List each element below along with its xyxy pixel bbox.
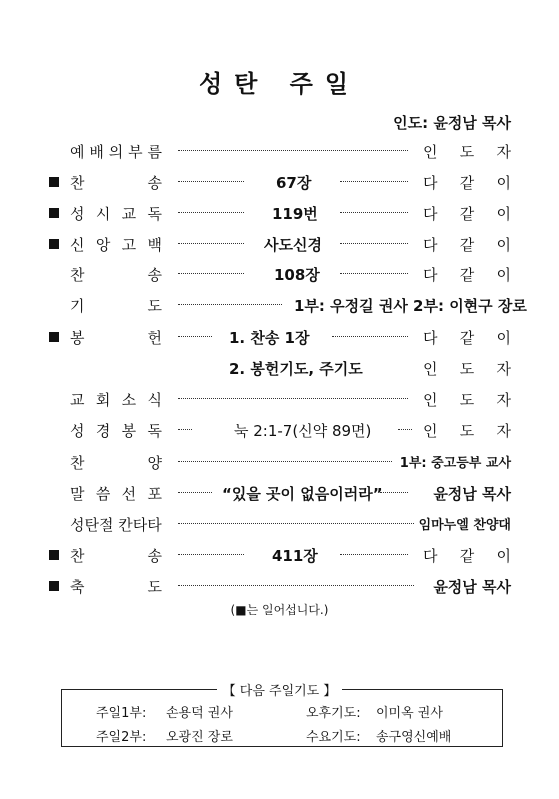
item-label: 신 앙 고 백 bbox=[70, 236, 162, 254]
item-response: 다 같 이 bbox=[423, 236, 511, 254]
item-response: 다 같 이 bbox=[423, 547, 511, 565]
leader-dots bbox=[340, 181, 408, 182]
prayer-role: 오후기도: bbox=[306, 706, 361, 721]
item-label: 성탄절 칸타타 bbox=[70, 516, 162, 534]
item-detail: 411장 bbox=[272, 547, 318, 565]
item-label: 기 도 bbox=[70, 297, 162, 315]
item-detail: 사도신경 bbox=[264, 236, 322, 254]
item-response: 윤정남 목사 bbox=[433, 485, 511, 503]
service-item bbox=[0, 295, 559, 325]
leader-dots bbox=[178, 523, 414, 524]
item-response: 다 같 이 bbox=[423, 329, 511, 347]
prayer-role: 주일2부: bbox=[96, 730, 147, 745]
prayer-name: 송구영신예배 bbox=[376, 730, 452, 745]
item-detail: 2. 봉헌기도, 주기도 bbox=[229, 360, 363, 378]
item-response: 1부: 중고등부 교사 bbox=[399, 456, 511, 471]
leader-dots bbox=[178, 492, 212, 493]
item-response: 윤정남 목사 bbox=[433, 578, 511, 596]
leader-dots bbox=[178, 336, 212, 337]
item-response: 인 도 자 bbox=[423, 422, 511, 440]
service-item bbox=[0, 172, 559, 202]
item-detail: “있을 곳이 없음이러라” bbox=[222, 485, 383, 503]
item-response: 임마누엘 찬양대 bbox=[418, 518, 511, 533]
service-item bbox=[0, 141, 559, 171]
standing-mark-icon bbox=[49, 550, 59, 560]
item-response: 인 도 자 bbox=[423, 360, 511, 378]
item-label: 찬 송 bbox=[70, 174, 162, 192]
item-response: 인 도 자 bbox=[423, 143, 511, 161]
leader-dots bbox=[340, 243, 408, 244]
service-item bbox=[0, 358, 559, 388]
prayer-name: 이미옥 권사 bbox=[376, 706, 443, 721]
leader-dots bbox=[178, 243, 244, 244]
service-item bbox=[0, 389, 559, 419]
service-item bbox=[0, 420, 559, 450]
service-item bbox=[0, 203, 559, 233]
standing-mark-icon bbox=[49, 581, 59, 591]
service-item bbox=[0, 327, 559, 357]
leader-dots bbox=[380, 492, 408, 493]
standing-mark-icon bbox=[49, 177, 59, 187]
item-label: 봉 헌 bbox=[70, 329, 162, 347]
leader-dots bbox=[398, 429, 412, 430]
item-label: 찬 송 bbox=[70, 547, 162, 565]
leader-dots bbox=[178, 398, 408, 399]
leader-dots bbox=[340, 554, 408, 555]
leader-dots bbox=[178, 585, 414, 586]
service-item bbox=[0, 514, 559, 544]
leader-dots bbox=[178, 150, 408, 151]
leader-dots bbox=[178, 429, 192, 430]
item-response: 다 같 이 bbox=[423, 266, 511, 284]
leader-dots bbox=[178, 554, 244, 555]
leader-dots bbox=[178, 181, 244, 182]
service-item bbox=[0, 234, 559, 264]
item-label: 성 경 봉 독 bbox=[70, 422, 162, 440]
leader-dots bbox=[332, 336, 408, 337]
service-leader: 인도: 윤정남 목사 bbox=[393, 114, 511, 132]
leader-dots bbox=[178, 273, 244, 274]
item-label: 말 씀 선 포 bbox=[70, 485, 162, 503]
item-response: 다 같 이 bbox=[423, 174, 511, 192]
standing-mark-icon bbox=[49, 332, 59, 342]
next-prayer-title: 【 다음 주일기도 】 bbox=[217, 684, 343, 699]
item-detail: 108장 bbox=[274, 266, 320, 284]
item-response: 인 도 자 bbox=[423, 391, 511, 409]
prayer-role: 주일1부: bbox=[96, 706, 147, 721]
service-item bbox=[0, 545, 559, 575]
item-label: 예 배 의 부 름 bbox=[70, 143, 162, 161]
item-response: 다 같 이 bbox=[423, 205, 511, 223]
item-label: 찬 양 bbox=[70, 454, 162, 472]
item-label: 찬 송 bbox=[70, 266, 162, 284]
item-label: 성 시 교 독 bbox=[70, 205, 162, 223]
item-detail: 1부: 우정길 권사 2부: 이현구 장로 bbox=[294, 297, 527, 315]
item-detail: 1. 찬송 1장 bbox=[229, 329, 310, 347]
service-item bbox=[0, 452, 559, 482]
item-detail: 눅 2:1-7(신약 89면) bbox=[234, 422, 372, 440]
standing-note: (■는 일어섭니다.) bbox=[230, 603, 329, 617]
item-detail: 119번 bbox=[272, 205, 318, 223]
prayer-name: 오광진 장로 bbox=[166, 730, 233, 745]
prayer-role: 수요기도: bbox=[306, 730, 361, 745]
standing-mark-icon bbox=[49, 239, 59, 249]
item-label: 축 도 bbox=[70, 578, 162, 596]
leader-dots bbox=[178, 212, 244, 213]
item-detail: 67장 bbox=[276, 174, 312, 192]
page-title: 성탄 주일 bbox=[198, 70, 361, 98]
service-item bbox=[0, 264, 559, 294]
leader-dots bbox=[178, 461, 392, 462]
leader-dots bbox=[340, 212, 408, 213]
leader-dots bbox=[178, 304, 282, 305]
leader-dots bbox=[340, 273, 408, 274]
prayer-name: 손용덕 권사 bbox=[166, 706, 233, 721]
standing-mark-icon bbox=[49, 208, 59, 218]
service-item bbox=[0, 483, 559, 513]
item-label: 교 회 소 식 bbox=[70, 391, 162, 409]
